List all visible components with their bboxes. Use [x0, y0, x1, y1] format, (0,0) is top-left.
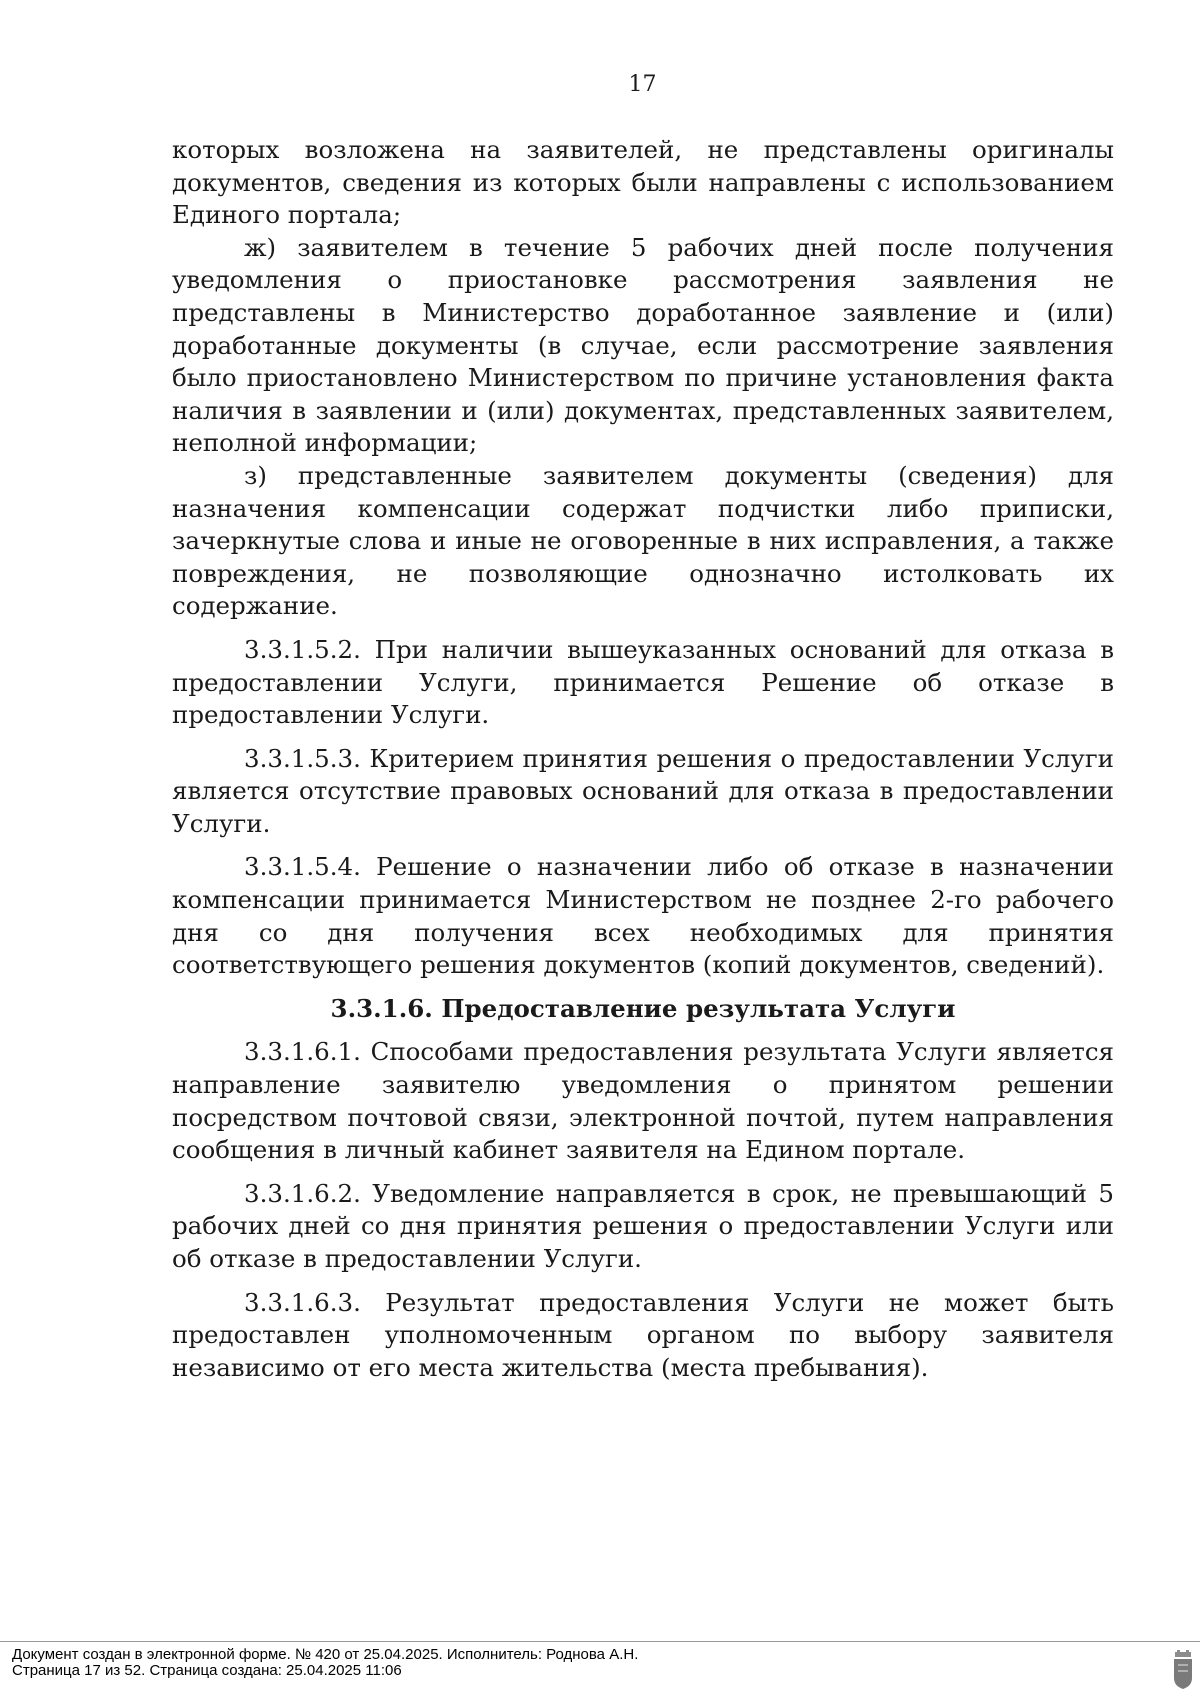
- paragraph-3-3-1-6-1: 3.3.1.6.1. Способами предоставления результата Услуги является направление заявителю уведомления о принятом решении посредством почтовой связи, электронной почтой, путем направления сообщения в личный кабинет заявителя на Едином портале.: [172, 1037, 1114, 1165]
- paragraph-3-3-1-5-3: 3.3.1.5.3. Критерием принятия решения о предоставлении Услуги является отсутствие правовых оснований для отказа в предоставлении Услуги.: [172, 743, 1114, 838]
- section-heading-3-3-1-6: 3.3.1.6. Предоставление результата Услуги: [330, 993, 956, 1023]
- page-number: 17: [628, 72, 657, 97]
- paragraph-3-3-1-5-4: 3.3.1.5.4. Решение о назначении либо об отказе в назначении компенсации принимается Министерством не позднее 2-го рабочего дня со дня получения всех необходимых для принятия соответствующего решения документов (копий документов, сведений).: [172, 852, 1114, 980]
- paragraph-continuation: которых возложена на заявителей, не представлены оригиналы документов, сведения из которых были направлены с использованием Единого портала;: [172, 135, 1114, 230]
- paragraph-3-3-1-5-2: 3.3.1.5.2. При наличии вышеуказанных оснований для отказа в предоставлении Услуги, принимается Решение об отказе в предоставлении Услуги.: [172, 634, 1114, 730]
- paragraph-3-3-1-6-2: 3.3.1.6.2. Уведомление направляется в срок, не превышающий 5 рабочих дней со дня принятия решения о предоставлении Услуги или об отказе в предоставлении Услуги.: [172, 1178, 1114, 1273]
- footer-divider: [0, 1641, 1200, 1642]
- paragraph-item-zh: ж) заявителем в течение 5 рабочих дней после получения уведомления о приостановке рассмотрения заявления не представлены в Министерство доработанное заявление и (или) доработанные документы (в случае, если рассмотрение заявления было приостановлено Министерством по причине установления факта наличия в заявлении и (или) документах, представленных заявителем, неполной информации;: [172, 232, 1114, 458]
- coat-of-arms-icon: [1172, 1650, 1194, 1690]
- paragraph-3-3-1-6-3: 3.3.1.6.3. Результат предоставления Услуги не может быть предоставлен уполномоченным органом по выбору заявителя независимо от его места жительства (места пребывания).: [172, 1287, 1114, 1382]
- document-body: [172, 134, 1114, 1384]
- footer-line-page: Страница 17 из 52. Страница создана: 25.04.2025 11:06: [12, 1662, 402, 1679]
- footer-stamp: [12, 1647, 638, 1679]
- footer-line-document: Документ создан в электронной форме. № 420 от 25.04.2025. Исполнитель: Роднова А.Н.: [12, 1646, 639, 1663]
- paragraph-item-z: з) представленные заявителем документы (сведения) для назначения компенсации содержат подчистки либо приписки, зачеркнутые слова и иные не оговоренные в них исправления, а также повреждения, не позволяющие однозначно истолковать их содержание.: [172, 460, 1114, 621]
